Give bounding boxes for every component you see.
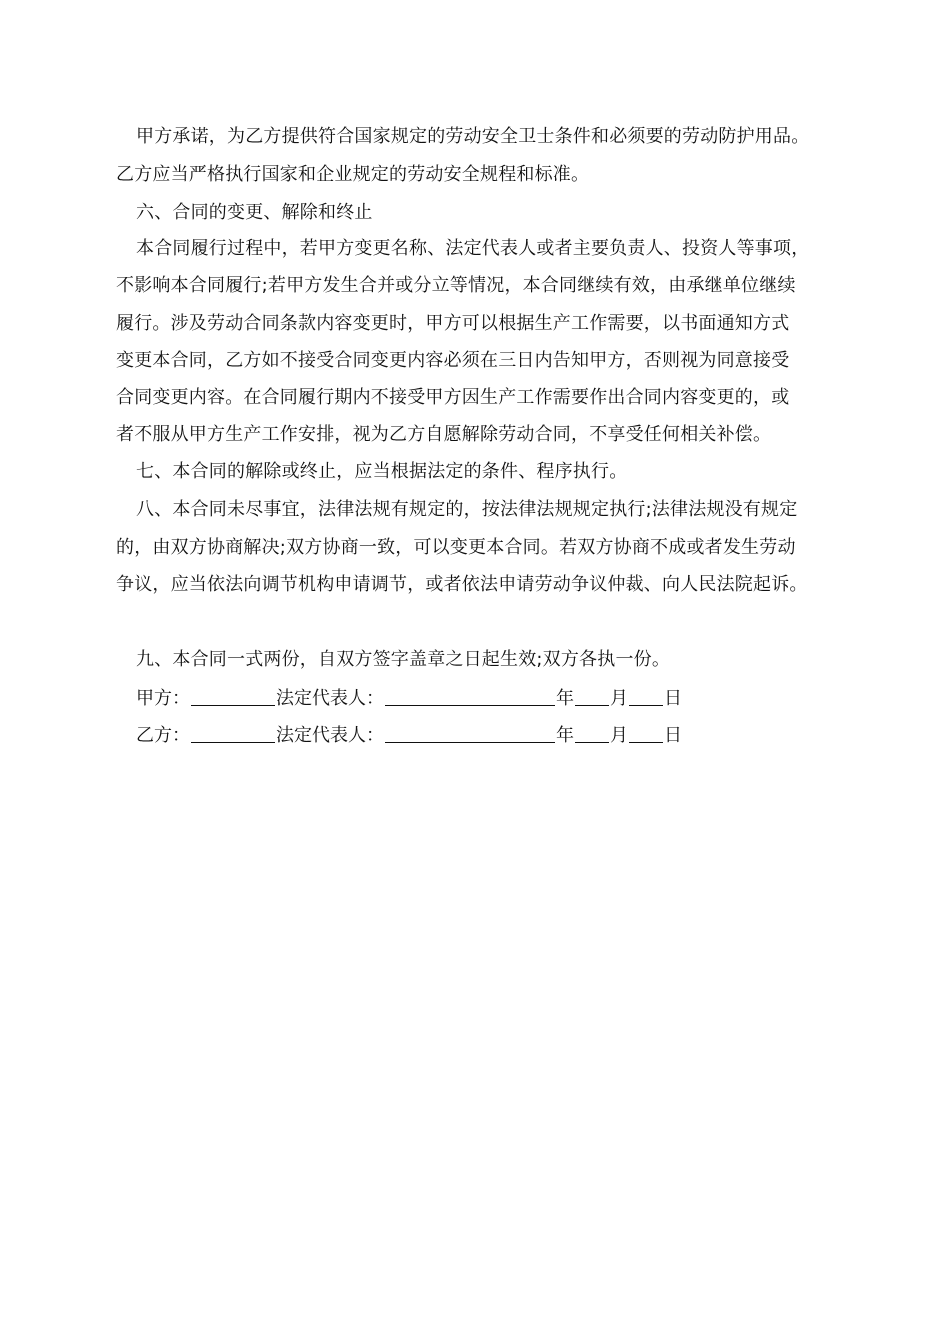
month-blank[interactable]: [575, 722, 609, 743]
paragraph-line: 九、本合同一式两份，自双方签字盖章之日起生效;双方各执一份。: [136, 649, 671, 670]
party-a-label: 甲方：: [136, 688, 190, 709]
paragraph-line: 不影响本合同履行;若甲方发生合并或分立等情况，本合同继续有效，由承继单位继续: [116, 275, 796, 296]
party-a-blank[interactable]: [191, 685, 275, 706]
party-b-blank[interactable]: [191, 722, 275, 743]
day-label: 日: [664, 725, 682, 746]
section-heading: 七、本合同的解除或终止，应当根据法定的条件、程序执行。: [136, 461, 628, 482]
paragraph-line: 者不服从甲方生产工作安排，视为乙方自愿解除劳动合同，不享受任何相关补偿。: [116, 424, 772, 445]
paragraph-line: 履行。涉及劳动合同条款内容变更时，甲方可以根据生产工作需要，以书面通知方式: [116, 313, 790, 334]
rep-blank[interactable]: [385, 685, 555, 706]
paragraph-line: 合同变更内容。在合同履行期内不接受甲方因生产工作需要作出合同内容变更的，或: [116, 387, 790, 408]
party-b-label: 乙方：: [136, 725, 190, 746]
year-label: 年: [556, 725, 574, 746]
paragraph-line: 八、本合同未尽事宜，法律法规有规定的，按法律法规规定执行;法律法规没有规定: [136, 499, 798, 520]
year-label: 年: [556, 688, 574, 709]
paragraph-line: 变更本合同，乙方如不接受合同变更内容必须在三日内告知甲方，否则视为同意接受: [116, 350, 790, 371]
paragraph-line: 争议，应当依法向调节机构申请调节，或者依法申请劳动争议仲裁、向人民法院起诉。: [116, 574, 808, 595]
month-label: 月: [610, 725, 628, 746]
rep-label: 法定代表人：: [276, 725, 384, 746]
rep-blank[interactable]: [385, 722, 555, 743]
paragraph-line: 甲方承诺，为乙方提供符合国家规定的劳动安全卫士条件和必须要的劳动防护用品。: [136, 126, 810, 147]
signature-line-party-b: [136, 720, 682, 750]
month-blank[interactable]: [575, 685, 609, 706]
rep-label: 法定代表人：: [276, 688, 384, 709]
paragraph-line: 的，由双方协商解决;双方协商一致，可以变更本合同。若双方协商不成或者发生劳动: [116, 537, 796, 558]
month-label: 月: [610, 688, 628, 709]
paragraph-line: 乙方应当严格执行国家和企业规定的劳动安全规程和标准。: [116, 164, 590, 185]
day-blank[interactable]: [629, 685, 663, 706]
paragraph-line: 本合同履行过程中，若甲方变更名称、法定代表人或者主要负责人、投资人等事项，: [136, 238, 810, 259]
section-heading: 六、合同的变更、解除和终止: [136, 202, 373, 223]
day-blank[interactable]: [629, 722, 663, 743]
signature-line-party-a: [136, 683, 682, 713]
day-label: 日: [664, 688, 682, 709]
